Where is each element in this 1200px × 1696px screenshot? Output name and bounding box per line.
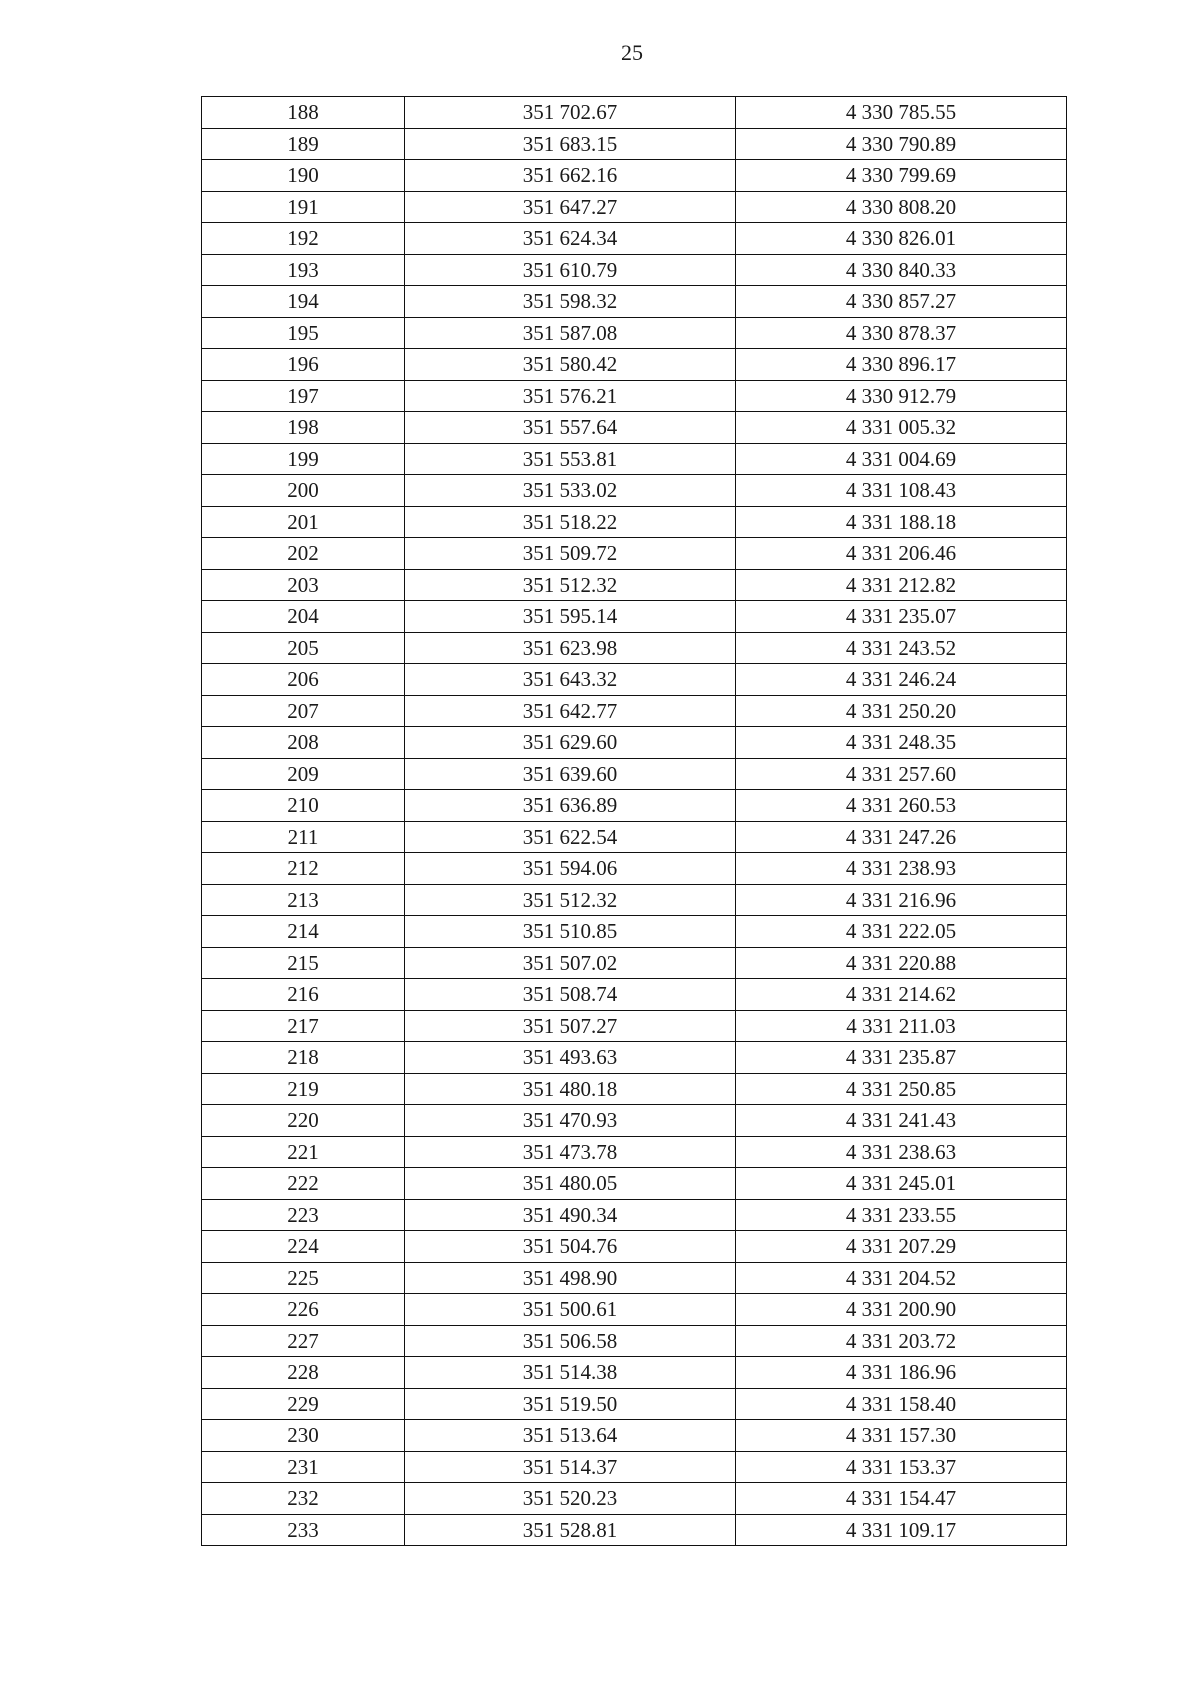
table-row [202,916,1067,948]
x-coordinate-cell: 351 647.27 [405,191,736,223]
x-coordinate-cell: 351 480.05 [405,1168,736,1200]
y-coordinate-cell: 4 331 233.55 [736,1199,1067,1231]
point-number-cell: 220 [202,1105,405,1137]
point-number-cell: 227 [202,1325,405,1357]
point-number-cell: 230 [202,1420,405,1452]
y-coordinate-cell: 4 331 154.47 [736,1483,1067,1515]
x-coordinate-cell: 351 507.02 [405,947,736,979]
table-row [202,821,1067,853]
table-row [202,727,1067,759]
table-row [202,884,1067,916]
x-coordinate-cell: 351 509.72 [405,538,736,570]
y-coordinate-cell: 4 331 260.53 [736,790,1067,822]
point-number-cell: 206 [202,664,405,696]
table-row [202,506,1067,538]
x-coordinate-cell: 351 507.27 [405,1010,736,1042]
y-coordinate-cell: 4 331 235.07 [736,601,1067,633]
point-number-cell: 210 [202,790,405,822]
x-coordinate-cell: 351 493.63 [405,1042,736,1074]
table-row [202,1483,1067,1515]
table-row [202,601,1067,633]
y-coordinate-cell: 4 330 857.27 [736,286,1067,318]
x-coordinate-cell: 351 683.15 [405,128,736,160]
y-coordinate-cell: 4 330 896.17 [736,349,1067,381]
table-row [202,317,1067,349]
y-coordinate-cell: 4 331 238.93 [736,853,1067,885]
y-coordinate-cell: 4 330 808.20 [736,191,1067,223]
page-number: 25 [621,40,643,65]
x-coordinate-cell: 351 580.42 [405,349,736,381]
point-number-cell: 223 [202,1199,405,1231]
y-coordinate-cell: 4 331 212.82 [736,569,1067,601]
table-row [202,1357,1067,1389]
point-number-cell: 200 [202,475,405,507]
y-coordinate-cell: 4 331 203.72 [736,1325,1067,1357]
point-number-cell: 203 [202,569,405,601]
y-coordinate-cell: 4 330 878.37 [736,317,1067,349]
y-coordinate-cell: 4 330 840.33 [736,254,1067,286]
x-coordinate-cell: 351 662.16 [405,160,736,192]
coordinates-table [201,96,1067,1546]
point-number-cell: 226 [202,1294,405,1326]
x-coordinate-cell: 351 514.38 [405,1357,736,1389]
table-row [202,632,1067,664]
x-coordinate-cell: 351 642.77 [405,695,736,727]
x-coordinate-cell: 351 500.61 [405,1294,736,1326]
table-row [202,412,1067,444]
x-coordinate-cell: 351 528.81 [405,1514,736,1546]
y-coordinate-cell: 4 330 785.55 [736,97,1067,129]
y-coordinate-cell: 4 331 248.35 [736,727,1067,759]
y-coordinate-cell: 4 331 216.96 [736,884,1067,916]
y-coordinate-cell: 4 331 211.03 [736,1010,1067,1042]
y-coordinate-cell: 4 331 214.62 [736,979,1067,1011]
y-coordinate-cell: 4 331 188.18 [736,506,1067,538]
point-number-cell: 188 [202,97,405,129]
table-row [202,1294,1067,1326]
point-number-cell: 222 [202,1168,405,1200]
x-coordinate-cell: 351 622.54 [405,821,736,853]
table-row [202,191,1067,223]
point-number-cell: 221 [202,1136,405,1168]
table-row [202,1042,1067,1074]
y-coordinate-cell: 4 331 220.88 [736,947,1067,979]
point-number-cell: 213 [202,884,405,916]
point-number-cell: 201 [202,506,405,538]
table-row [202,1199,1067,1231]
table-row [202,1325,1067,1357]
x-coordinate-cell: 351 504.76 [405,1231,736,1263]
x-coordinate-cell: 351 520.23 [405,1483,736,1515]
table-row [202,128,1067,160]
y-coordinate-cell: 4 330 790.89 [736,128,1067,160]
y-coordinate-cell: 4 331 158.40 [736,1388,1067,1420]
y-coordinate-cell: 4 331 005.32 [736,412,1067,444]
table-row [202,475,1067,507]
table-row [202,223,1067,255]
x-coordinate-cell: 351 639.60 [405,758,736,790]
table-row [202,538,1067,570]
y-coordinate-cell: 4 331 235.87 [736,1042,1067,1074]
table-row [202,979,1067,1011]
point-number-cell: 190 [202,160,405,192]
x-coordinate-cell: 351 512.32 [405,569,736,601]
table-row [202,1136,1067,1168]
y-coordinate-cell: 4 331 004.69 [736,443,1067,475]
y-coordinate-cell: 4 331 109.17 [736,1514,1067,1546]
x-coordinate-cell: 351 553.81 [405,443,736,475]
table-row [202,695,1067,727]
table-row [202,1388,1067,1420]
point-number-cell: 217 [202,1010,405,1042]
x-coordinate-cell: 351 508.74 [405,979,736,1011]
y-coordinate-cell: 4 331 204.52 [736,1262,1067,1294]
x-coordinate-cell: 351 498.90 [405,1262,736,1294]
x-coordinate-cell: 351 557.64 [405,412,736,444]
y-coordinate-cell: 4 331 157.30 [736,1420,1067,1452]
point-number-cell: 192 [202,223,405,255]
point-number-cell: 218 [202,1042,405,1074]
y-coordinate-cell: 4 331 222.05 [736,916,1067,948]
table-row [202,1105,1067,1137]
y-coordinate-cell: 4 331 200.90 [736,1294,1067,1326]
x-coordinate-cell: 351 643.32 [405,664,736,696]
point-number-cell: 207 [202,695,405,727]
y-coordinate-cell: 4 331 186.96 [736,1357,1067,1389]
point-number-cell: 215 [202,947,405,979]
x-coordinate-cell: 351 480.18 [405,1073,736,1105]
point-number-cell: 228 [202,1357,405,1389]
table-row [202,160,1067,192]
point-number-cell: 219 [202,1073,405,1105]
table-row [202,286,1067,318]
point-number-cell: 197 [202,380,405,412]
x-coordinate-cell: 351 510.85 [405,916,736,948]
point-number-cell: 202 [202,538,405,570]
point-number-cell: 208 [202,727,405,759]
x-coordinate-cell: 351 636.89 [405,790,736,822]
x-coordinate-cell: 351 594.06 [405,853,736,885]
x-coordinate-cell: 351 702.67 [405,97,736,129]
table-row [202,947,1067,979]
x-coordinate-cell: 351 576.21 [405,380,736,412]
point-number-cell: 211 [202,821,405,853]
x-coordinate-cell: 351 512.32 [405,884,736,916]
point-number-cell: 224 [202,1231,405,1263]
table-row [202,380,1067,412]
table-row [202,1010,1067,1042]
point-number-cell: 198 [202,412,405,444]
table-row [202,569,1067,601]
y-coordinate-cell: 4 331 250.85 [736,1073,1067,1105]
x-coordinate-cell: 351 470.93 [405,1105,736,1137]
y-coordinate-cell: 4 331 243.52 [736,632,1067,664]
point-number-cell: 194 [202,286,405,318]
x-coordinate-cell: 351 624.34 [405,223,736,255]
y-coordinate-cell: 4 331 153.37 [736,1451,1067,1483]
x-coordinate-cell: 351 610.79 [405,254,736,286]
point-number-cell: 189 [202,128,405,160]
y-coordinate-cell: 4 331 108.43 [736,475,1067,507]
coordinates-table-body [202,97,1067,1546]
point-number-cell: 232 [202,1483,405,1515]
table-row [202,790,1067,822]
point-number-cell: 216 [202,979,405,1011]
y-coordinate-cell: 4 331 245.01 [736,1168,1067,1200]
table-row [202,349,1067,381]
point-number-cell: 212 [202,853,405,885]
table-row [202,1168,1067,1200]
point-number-cell: 229 [202,1388,405,1420]
point-number-cell: 214 [202,916,405,948]
y-coordinate-cell: 4 331 206.46 [736,538,1067,570]
y-coordinate-cell: 4 331 246.24 [736,664,1067,696]
point-number-cell: 205 [202,632,405,664]
point-number-cell: 204 [202,601,405,633]
y-coordinate-cell: 4 331 257.60 [736,758,1067,790]
table-row [202,97,1067,129]
table-row [202,1420,1067,1452]
table-row [202,1262,1067,1294]
x-coordinate-cell: 351 519.50 [405,1388,736,1420]
x-coordinate-cell: 351 518.22 [405,506,736,538]
x-coordinate-cell: 351 506.58 [405,1325,736,1357]
x-coordinate-cell: 351 623.98 [405,632,736,664]
y-coordinate-cell: 4 331 207.29 [736,1231,1067,1263]
point-number-cell: 195 [202,317,405,349]
x-coordinate-cell: 351 595.14 [405,601,736,633]
y-coordinate-cell: 4 331 238.63 [736,1136,1067,1168]
x-coordinate-cell: 351 629.60 [405,727,736,759]
table-row [202,664,1067,696]
point-number-cell: 193 [202,254,405,286]
table-row [202,1073,1067,1105]
y-coordinate-cell: 4 331 250.20 [736,695,1067,727]
point-number-cell: 209 [202,758,405,790]
y-coordinate-cell: 4 330 826.01 [736,223,1067,255]
point-number-cell: 199 [202,443,405,475]
point-number-cell: 196 [202,349,405,381]
x-coordinate-cell: 351 490.34 [405,1199,736,1231]
x-coordinate-cell: 351 473.78 [405,1136,736,1168]
table-row [202,1514,1067,1546]
point-number-cell: 233 [202,1514,405,1546]
point-number-cell: 225 [202,1262,405,1294]
x-coordinate-cell: 351 533.02 [405,475,736,507]
x-coordinate-cell: 351 514.37 [405,1451,736,1483]
y-coordinate-cell: 4 331 247.26 [736,821,1067,853]
table-row [202,443,1067,475]
x-coordinate-cell: 351 598.32 [405,286,736,318]
table-row [202,1231,1067,1263]
x-coordinate-cell: 351 513.64 [405,1420,736,1452]
table-row [202,758,1067,790]
y-coordinate-cell: 4 330 912.79 [736,380,1067,412]
table-row [202,254,1067,286]
table-row [202,1451,1067,1483]
point-number-cell: 191 [202,191,405,223]
point-number-cell: 231 [202,1451,405,1483]
y-coordinate-cell: 4 330 799.69 [736,160,1067,192]
table-row [202,853,1067,885]
x-coordinate-cell: 351 587.08 [405,317,736,349]
y-coordinate-cell: 4 331 241.43 [736,1105,1067,1137]
